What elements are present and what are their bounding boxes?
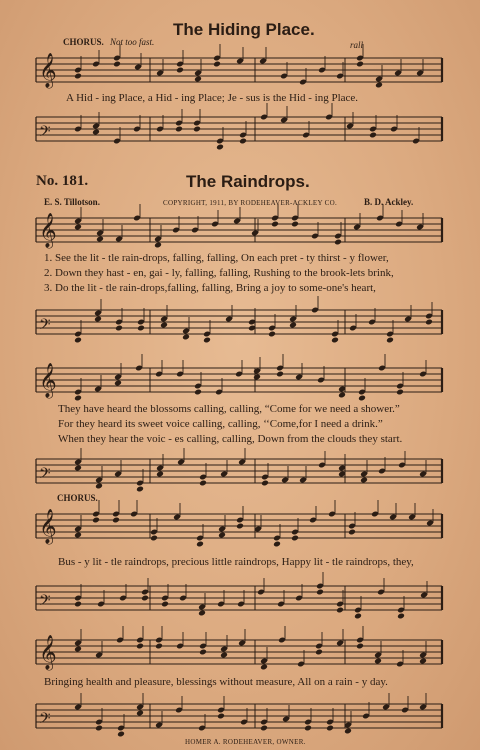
song1-staff-bass [0,113,480,147]
note-group [74,500,434,547]
verse-line-2: 2. Down they hast - en, gai - ly, falling, falling, Rushing to the brook-lets brink, [44,267,394,279]
song2-staff-3-bass [0,582,480,616]
note-group [74,103,420,150]
verse-line-6: When they hear the voic - es calling, calling, Down from the clouds they start. [58,433,403,445]
treble-clef-icon: 𝄞 [39,509,57,544]
note-group [74,572,428,619]
song2-staff-1-bass [0,306,480,340]
verse-line-1: 1. See the lit - tle rain-drops, falling, falling, On each pret - ty thirst - y flower, [44,252,389,264]
note-group [74,354,427,401]
verse-line-5: For they heard its sweet voice calling, calling, ‘‘Come,for I need a drink.” [58,418,383,430]
staff-lines [36,117,442,141]
song2-staff-2-treble [0,364,480,398]
verse-line-4: They have heard the blossoms calling, calling, “Come for we need a shower.” [58,403,400,415]
staff-lines [36,704,442,728]
song2-copyright: COPYRIGHT, 1911, BY RODEHEAVER-ACKLEY CO. [163,199,338,207]
treble-clef-icon: 𝄞 [39,213,57,248]
song1-tempo: Not too fast. [110,37,155,47]
song2-number: No. 181. [36,173,89,189]
note-group [74,296,433,343]
treble-clef-icon: 𝄞 [39,635,57,670]
song1-rall: rall [350,40,364,50]
bass-clef-icon: 𝄢 [39,592,51,613]
song2-chorus-mark: CHORUS. [57,493,98,503]
song2-author: E. S. Tillotson. [44,197,100,207]
song2-staff-4-treble [0,636,480,670]
song2-title: The Raindrops. [186,172,310,191]
bass-clef-icon: 𝄢 [39,710,51,731]
treble-clef-icon: 𝄞 [39,53,57,88]
bass-clef-icon: 𝄢 [39,316,51,337]
bass-clef-icon: 𝄢 [39,123,51,144]
bass-clef-icon: 𝄢 [39,465,51,486]
song2-staff-3-treble [0,510,480,544]
song1-staff-treble [0,54,480,88]
song2-composer: B. D. Ackley. [364,197,414,207]
chorus-line-2: Bringing health and pleasure, blessings without measure, All on a rain - y day. [44,676,388,688]
song1-lyric: A Hid - ing Place, a Hid - ing Place; Je - sus is the Hid - ing Place. [66,92,359,104]
treble-clef-icon: 𝄞 [39,363,57,398]
song2-staff-2-bass [0,455,480,489]
song2-staff-4-bass [0,700,480,734]
verse-line-3: 3. Do the lit - tle rain-drops,falling, falling, Bring a joy to some-one's heart, [44,282,376,294]
chorus-line-1: Bus - y lit - tle raindrops, precious little raindrops, Happy lit - tle raindrops, they, [58,556,414,568]
song1-title: The Hiding Place. [173,20,315,39]
song1-chorus-mark: CHORUS. [63,37,104,47]
song2-staff-1-treble [0,214,480,248]
note-group [74,693,427,737]
owner-credit: HOMER A. RODEHEAVER, OWNER. [185,738,306,746]
note-group [74,448,427,492]
